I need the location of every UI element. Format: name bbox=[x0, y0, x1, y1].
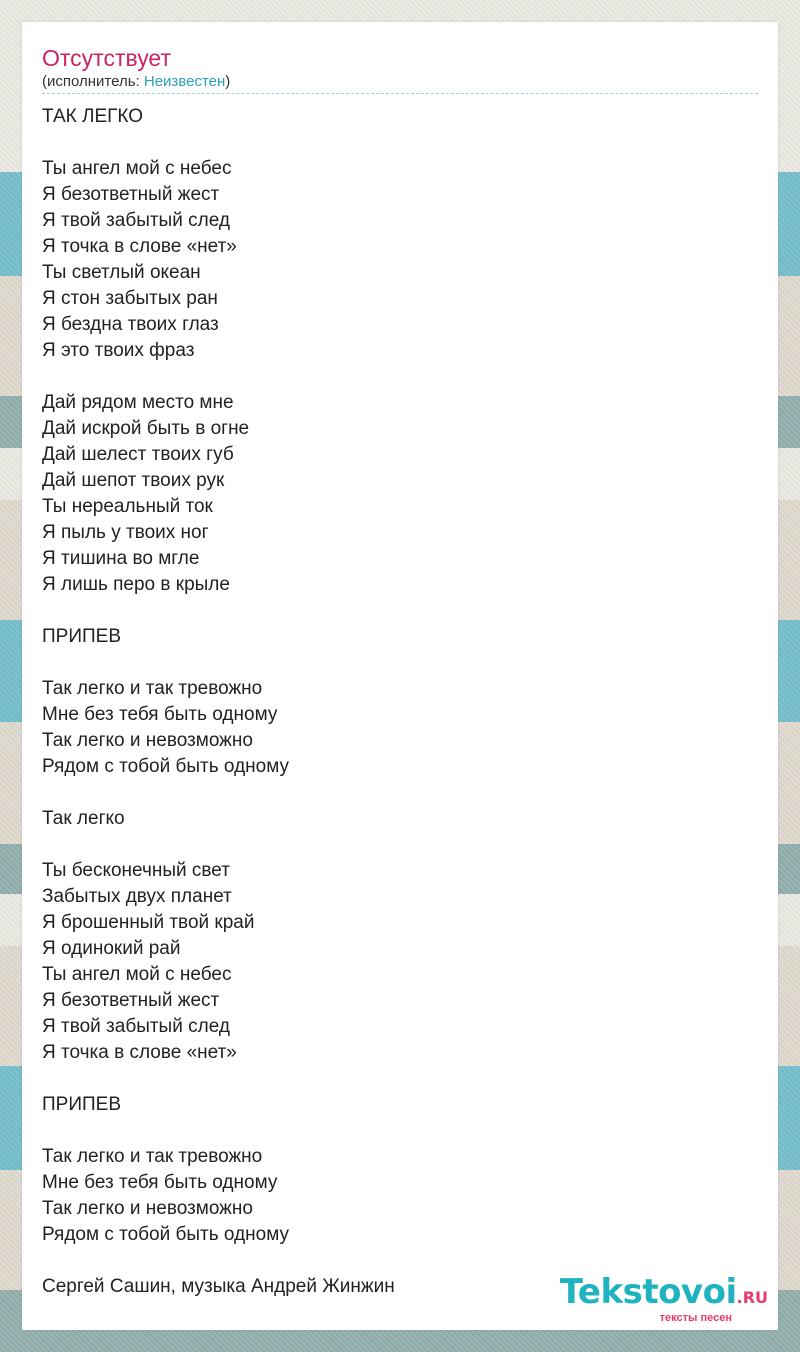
lyrics-line: Мне без тебя быть одному bbox=[42, 1172, 278, 1193]
lyrics-line: Я бездна твоих глаз bbox=[42, 314, 219, 335]
lyrics-line: Дай шелест твоих губ bbox=[42, 444, 234, 465]
song-title: Отсутствует bbox=[42, 45, 171, 71]
lyrics-blank-line bbox=[42, 364, 762, 390]
lyrics-line: Дай искрой быть в огне bbox=[42, 418, 250, 439]
lyrics-line: Так легко и так тревожно bbox=[42, 1146, 263, 1167]
lyrics-line: Я точка в слове «нет» bbox=[42, 236, 237, 257]
logo-tld: .RU bbox=[736, 1288, 768, 1307]
lyrics-line: Так легко и невозможно bbox=[42, 730, 253, 751]
lyrics-blank-line bbox=[42, 1248, 762, 1274]
lyrics-line: Сергей Сашин, музыка Андрей Жинжин bbox=[42, 1276, 395, 1297]
artist-prefix: (исполнитель: bbox=[42, 73, 144, 90]
lyrics-blank-line bbox=[42, 1066, 762, 1092]
lyrics-line: Я безответный жест bbox=[42, 990, 220, 1011]
lyrics-line: Мне без тебя быть одному bbox=[42, 704, 278, 725]
lyrics-line: Я тишина во мгле bbox=[42, 548, 200, 569]
lyrics-blank-line bbox=[42, 130, 762, 156]
lyrics-line: ПРИПЕВ bbox=[42, 1094, 121, 1115]
lyrics-line: Дай рядом место мне bbox=[42, 392, 234, 413]
artist-line bbox=[42, 72, 230, 92]
title-divider bbox=[42, 93, 758, 94]
lyrics-blank-line bbox=[42, 650, 762, 676]
lyrics-line: Я брошенный твой край bbox=[42, 912, 255, 933]
lyrics-line: Я безответный жест bbox=[42, 184, 220, 205]
lyrics-line: Ты светлый океан bbox=[42, 262, 201, 283]
lyrics-line: Так легко и так тревожно bbox=[42, 678, 263, 699]
lyrics-blank-line bbox=[42, 780, 762, 806]
lyrics-line: Я лишь перо в крыле bbox=[42, 574, 230, 595]
lyrics-blank-line bbox=[42, 1118, 762, 1144]
artist-suffix: ) bbox=[225, 73, 231, 90]
lyrics-line: Забытых двух планет bbox=[42, 886, 232, 907]
lyrics-line: Ты бесконечный свет bbox=[42, 860, 230, 881]
lyrics-line: Я это твоих фраз bbox=[42, 340, 195, 361]
lyrics-line: Рядом с тобой быть одному bbox=[42, 1224, 289, 1245]
lyrics-line: Рядом с тобой быть одному bbox=[42, 756, 289, 777]
lyrics-line: Я пыль у твоих ног bbox=[42, 522, 209, 543]
lyrics-line: Ты ангел мой с небес bbox=[42, 158, 232, 179]
lyrics-line: Ты ангел мой с небес bbox=[42, 964, 232, 985]
lyrics-line: ТАК ЛЕГКО bbox=[42, 106, 144, 127]
lyrics-line: Дай шепот твоих рук bbox=[42, 470, 225, 491]
lyrics-line: Так легко и невозможно bbox=[42, 1198, 253, 1219]
lyrics-blank-line bbox=[42, 832, 762, 858]
lyrics-line: Я точка в слове «нет» bbox=[42, 1042, 237, 1063]
lyrics-line: Так легко bbox=[42, 808, 125, 829]
lyrics-line: Я одинокий рай bbox=[42, 938, 181, 959]
lyrics-card bbox=[22, 22, 778, 1330]
logo-wordmark bbox=[560, 1274, 768, 1316]
lyrics-text bbox=[42, 104, 762, 1300]
lyrics-line: Я твой забытый след bbox=[42, 1016, 230, 1037]
lyrics-line: Ты нереальный ток bbox=[42, 496, 213, 517]
artist-link[interactable]: Неизвестен bbox=[143, 73, 226, 90]
logo-tagline: тексты песен bbox=[659, 1312, 732, 1324]
site-logo[interactable] bbox=[560, 1274, 768, 1324]
lyrics-line: Я твой забытый след bbox=[42, 210, 230, 231]
logo-name: Tekstovoi bbox=[559, 1272, 737, 1312]
lyrics-line: ПРИПЕВ bbox=[42, 626, 121, 647]
lyrics-blank-line bbox=[42, 598, 762, 624]
lyrics-line: Я стон забытых ран bbox=[42, 288, 218, 309]
